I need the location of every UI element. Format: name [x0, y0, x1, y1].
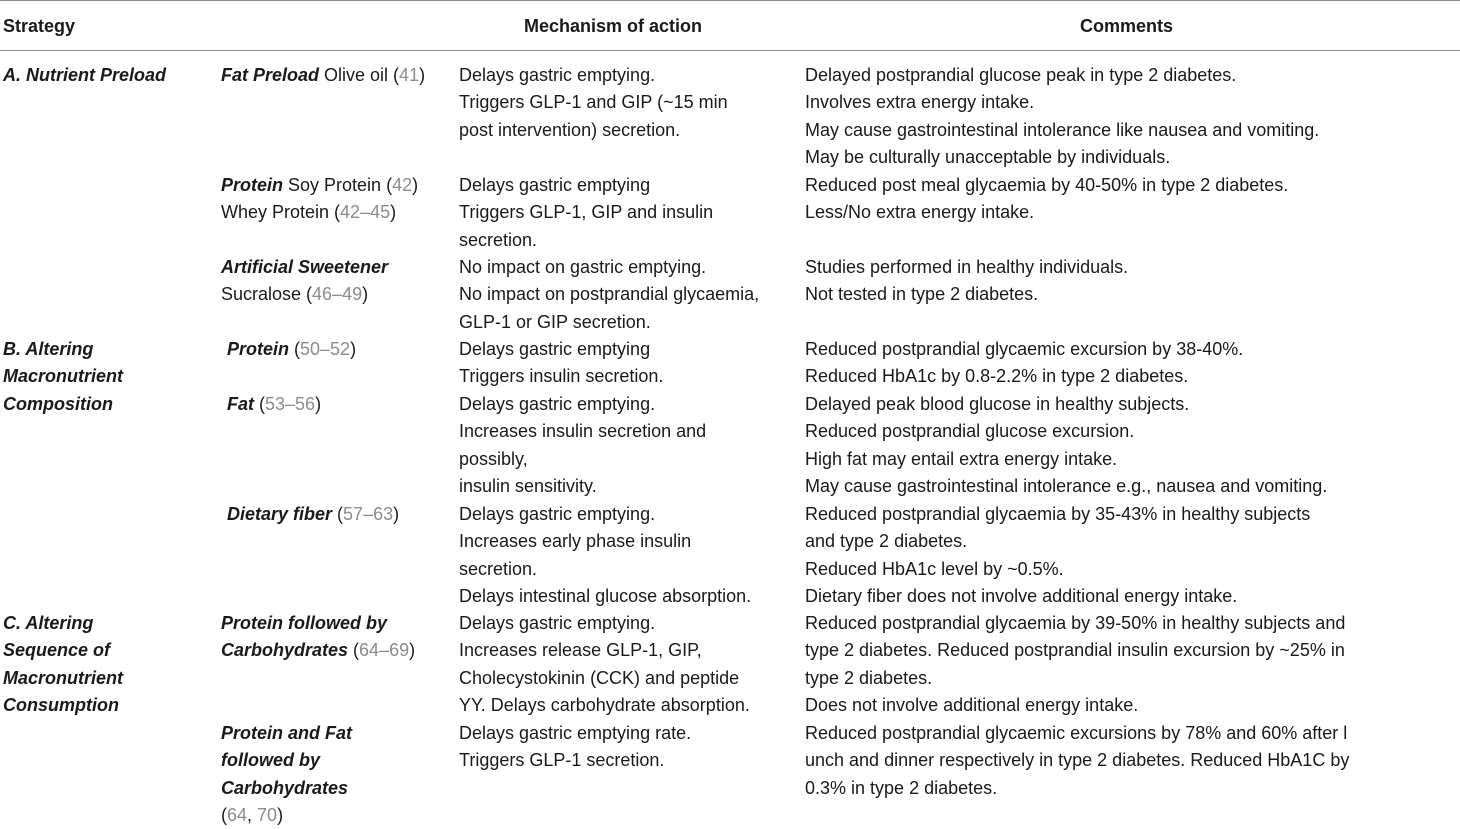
- item-c2-name: Protein and Fat followed by Carbohydrates: [221, 723, 353, 798]
- item-b1-label: Protein (50–52): [227, 339, 357, 359]
- reference-link[interactable]: 42: [392, 175, 413, 195]
- item-b2-mechanism: Delays gastric emptying. Increases insulin secretion and possibly, insulin sensitivity.: [459, 394, 707, 497]
- item-a1-name: Fat Preload: [221, 65, 320, 85]
- reference-link[interactable]: 46–49: [312, 284, 363, 304]
- item-c2-comments: Reduced postprandial glycaemic excursions by 78% and 60% after l unch and dinner respectively in type 2 diabetes. Reduced HbA1C by 0.3% in type 2 diabetes.: [805, 723, 1350, 798]
- strategy-b: B. Altering Macronutrient Composition: [3, 339, 124, 414]
- strategy-c: C. Altering Sequence of Macronutrient Consumption: [3, 613, 124, 716]
- reference-link[interactable]: 41: [399, 65, 420, 85]
- item-c1-name: Protein followed by: [221, 613, 388, 633]
- item-c2-mechanism: Delays gastric emptying rate. Triggers GLP-1 secretion.: [459, 723, 692, 771]
- top-rule: [0, 0, 1460, 1]
- reference-link[interactable]: 64: [227, 805, 248, 825]
- item-a3-label-line2: Sucralose (46–49): [221, 284, 369, 304]
- reference-link[interactable]: 53–56: [265, 394, 316, 414]
- item-a2-label: Protein Soy Protein (42): [221, 175, 419, 195]
- item-b1-comments: Reduced postprandial glycaemic excursion by 38-40%. Reduced HbA1c by 0.8-2.2% in type 2 diabetes.: [805, 339, 1244, 387]
- reference-link[interactable]: 70: [257, 805, 278, 825]
- item-a1-comments: Delayed postprandial glucose peak in type 2 diabetes. Involves extra energy intake. May cause gastrointestinal intolerance like nausea and vomiting. May be culturally unacceptable by individuals.: [805, 65, 1320, 168]
- reference-link[interactable]: 64–69: [359, 640, 410, 660]
- item-a2-comments: Reduced post meal glycaemia by 40-50% in type 2 diabetes. Less/No extra energy intake.: [805, 175, 1289, 223]
- item-b3-comments: Reduced postprandial glycaemia by 35-43% in healthy subjects and type 2 diabetes. Reduced HbA1c level by ~0.5%. Dietary fiber does not involve additional energy intake.: [805, 504, 1311, 607]
- item-b1-name: Protein: [227, 339, 290, 359]
- item-b2-label: Fat (53–56): [227, 394, 322, 414]
- item-c2-label-refs: (64, 70): [221, 805, 284, 825]
- item-b3-label: Dietary fiber (57–63): [227, 504, 400, 524]
- item-b3-mechanism: Delays gastric emptying. Increases early phase insulin secretion. Delays intestinal glucose absorption.: [459, 504, 752, 607]
- item-c1-label-line2: Carbohydrates (64–69): [221, 640, 416, 660]
- item-a3-comments: Studies performed in healthy individuals. Not tested in type 2 diabetes.: [805, 257, 1129, 305]
- strategy-a: A. Nutrient Preload: [3, 65, 167, 85]
- header-mechanism: Mechanism of action: [524, 16, 703, 36]
- item-a2-label-line2: Whey Protein (42–45): [221, 202, 397, 222]
- item-c1-mechanism: Delays gastric emptying. Increases release GLP-1, GIP, Cholecystokinin (CCK) and peptide YY. Delays carbohydrate absorption.: [459, 613, 750, 716]
- reference-link[interactable]: 57–63: [343, 504, 394, 524]
- reference-link[interactable]: 50–52: [300, 339, 351, 359]
- header-comments: Comments: [1080, 16, 1174, 36]
- item-b2-name: Fat: [227, 394, 254, 414]
- item-c1-comments: Reduced postprandial glycaemia by 39-50% in healthy subjects and type 2 diabetes. Reduced postprandial insulin excursion by ~25% in type 2 diabetes. Does not involve additional energy intake.: [805, 613, 1346, 716]
- reference-link[interactable]: 42–45: [340, 202, 391, 222]
- item-a3-name: Artificial Sweetener: [221, 257, 389, 277]
- item-b1-mechanism: Delays gastric emptying Triggers insulin secretion.: [459, 339, 664, 387]
- item-a1-label: Fat Preload Olive oil (41): [221, 65, 426, 85]
- header-strategy: Strategy: [3, 16, 76, 36]
- item-b3-name: Dietary fiber: [227, 504, 333, 524]
- header-rule: [0, 50, 1460, 51]
- item-a1-mechanism: Delays gastric emptying. Triggers GLP-1 and GIP (~15 min post intervention) secretion.: [459, 65, 728, 140]
- item-a2-mechanism: Delays gastric emptying Triggers GLP-1, GIP and insulin secretion.: [459, 175, 714, 250]
- item-a3-mechanism: No impact on gastric emptying. No impact on postprandial glycaemia, GLP-1 or GIP secretion.: [459, 257, 760, 332]
- item-b2-comments: Delayed peak blood glucose in healthy subjects. Reduced postprandial glucose excursion. High fat may entail extra energy intake. May cause gastrointestinal intolerance e.g., nausea and vomiting.: [805, 394, 1328, 497]
- item-a2-name: Protein: [221, 175, 284, 195]
